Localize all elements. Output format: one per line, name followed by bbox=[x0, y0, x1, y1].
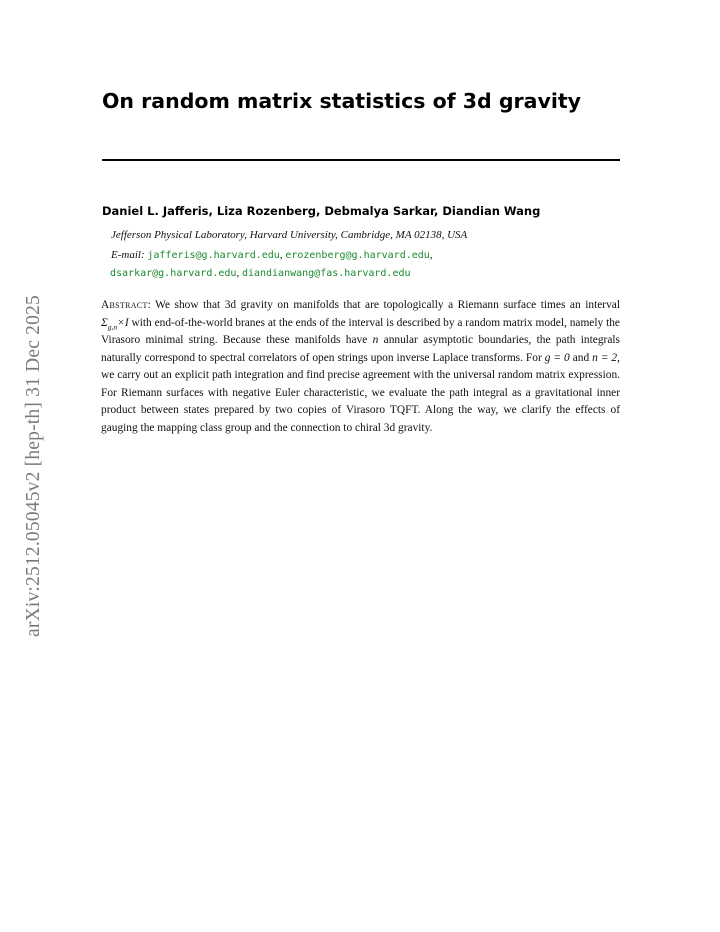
math-sigma: $\Sigma_{g,n}\times I$ bbox=[101, 316, 129, 331]
abstract-label: Abstract: bbox=[101, 299, 152, 311]
email-line-2: dsarkar@g.harvard.edu, diandianwang@fas.harvard.edu bbox=[110, 267, 411, 279]
math-n: n bbox=[372, 334, 379, 346]
abstract-text: and bbox=[569, 351, 593, 364]
abstract-text: , we carry out an explicit path integration and find precise agreement with the universal random matrix expression. For Riemann surfaces with negative Euler characteristic, we evaluate the path integral as a gravitational inner product between states prepared by two copies of Virasoro TQFT. Along the way, we clarify the effects of gauging the mapping class group and the connection to chiral 3d gravity. bbox=[101, 351, 620, 434]
title-rule bbox=[102, 159, 620, 161]
abstract-text: with end-of-the-world branes at the ends of the interval is described by a random matrix model, namely the Virasoro minimal string. Because these manifolds have bbox=[101, 316, 620, 346]
email-link[interactable]: jafferis@g.harvard.edu bbox=[147, 250, 280, 261]
math-g-eq: g = 0 bbox=[544, 351, 570, 364]
email-link[interactable]: erozenberg@g.harvard.edu bbox=[285, 250, 430, 261]
email-link[interactable]: dsarkar@g.harvard.edu bbox=[110, 268, 237, 279]
math-n-eq: n = 2 bbox=[592, 351, 618, 364]
paper-title: On random matrix statistics of 3d gravity bbox=[102, 89, 582, 113]
arxiv-sidebar-stamp: arXiv:2512.05045v2 [hep-th] 31 Dec 2025 bbox=[23, 295, 44, 637]
email-label: E-mail: bbox=[111, 249, 145, 261]
affiliation: Jefferson Physical Laboratory, Harvard University, Cambridge, MA 02138, USA bbox=[111, 229, 468, 241]
abstract bbox=[101, 297, 620, 437]
author-list: Daniel L. Jafferis, Liza Rozenberg, Debmalya Sarkar, Diandian Wang bbox=[102, 204, 541, 218]
abstract-text: We show that 3d gravity on manifolds that are topologically a Riemann surface times an interval bbox=[155, 299, 620, 311]
abstract-text: annular asymptotic boundaries, the path integrals naturally correspond to spectral correlators of open strings upon inverse Laplace transforms. For bbox=[101, 334, 620, 364]
email-line-1: E-mail: jafferis@g.harvard.edu, erozenberg@g.harvard.edu, bbox=[111, 249, 433, 261]
email-link[interactable]: diandianwang@fas.harvard.edu bbox=[241, 268, 411, 279]
